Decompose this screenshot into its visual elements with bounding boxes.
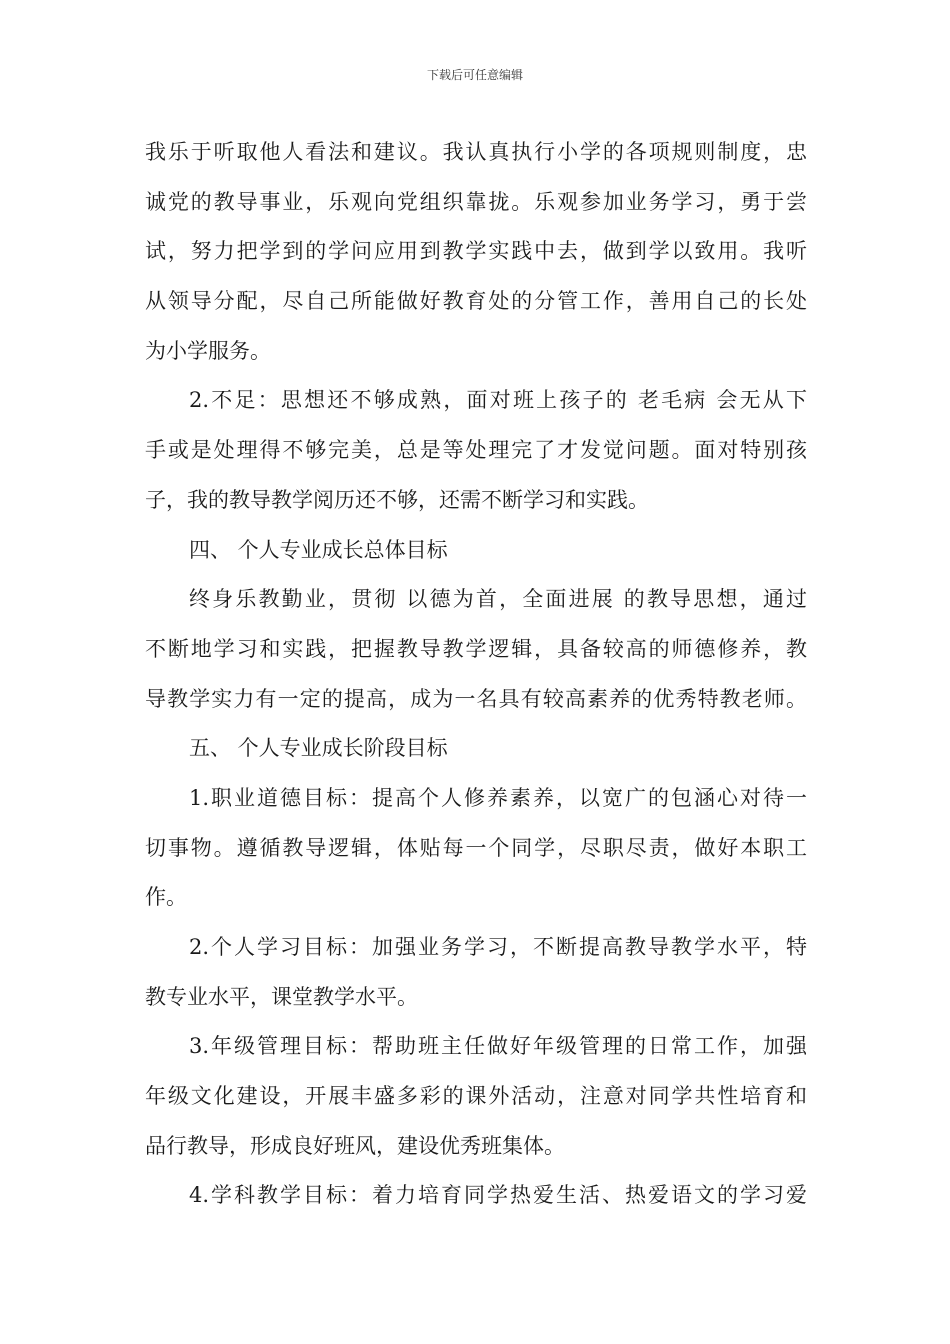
text-line: 作。	[145, 885, 187, 910]
page-header: 下载后可任意编辑	[426, 68, 523, 82]
text-line: 不断地学习和实践，把握教导教学逻辑，具备较高的师德修养，教	[145, 636, 807, 661]
section-heading: 五、 个人专业成长阶段目标	[189, 736, 448, 761]
document-body	[145, 128, 807, 1221]
text-line: 从领导分配，尽自己所能做好教育处的分管工作，善用自己的长处	[145, 289, 807, 314]
text-line: 试，努力把学到的学问应用到教学实践中去，做到学以致用。我听	[145, 239, 807, 264]
section-heading: 四、 个人专业成长总体目标	[189, 537, 448, 562]
text-line: 我乐于听取他人看法和建议。我认真执行小学的各项规则制度，忠	[145, 140, 807, 164]
text-line: 子，我的教导教学阅历还不够，还需不断学习和实践。	[145, 487, 649, 512]
text-line: 2.个人学习目标：加强业务学习，不断提高教导教学水平，特	[189, 935, 807, 959]
text-line: 品行教导，形成良好班风，建设优秀班集体。	[145, 1133, 565, 1158]
text-line: 终身乐教勤业，贯彻 以德为首，全面进展 的教导思想，通过	[189, 587, 807, 612]
text-line: 3.年级管理目标：帮助班主任做好年级管理的日常工作，加强	[189, 1034, 807, 1059]
text-lines	[145, 128, 807, 1221]
text-line: 切事物。遵循教导逻辑，体贴每一个同学，尽职尽责，做好本职工	[145, 835, 807, 860]
text-line: 1.职业道德目标：提高个人修养素养，以宽广的包涵心对待一	[189, 785, 807, 810]
text-line: 教专业水平，课堂教学水平。	[145, 984, 418, 1009]
text-line: 年级文化建设，开展丰盛多彩的课外活动，注意对同学共性培育和	[145, 1084, 807, 1109]
text-line: 手或是处理得不够完美，总是等处理完了才发觉问题。面对特别孩	[145, 438, 807, 463]
text-line: 4.学科教学目标：着力培育同学热爱生活、热爱语文的学习爱	[189, 1183, 807, 1208]
text-line: 为小学服务。	[145, 338, 271, 363]
text-line: 导教学实力有一定的提高，成为一名具有较高素养的优秀特教老师。	[145, 686, 807, 711]
text-line: 诚党的教导事业，乐观向党组织靠拢。乐观参加业务学习，勇于尝	[145, 189, 807, 214]
text-line: 2.不足：思想还不够成熟，面对班上孩子的 老毛病 会无从下	[189, 388, 807, 413]
